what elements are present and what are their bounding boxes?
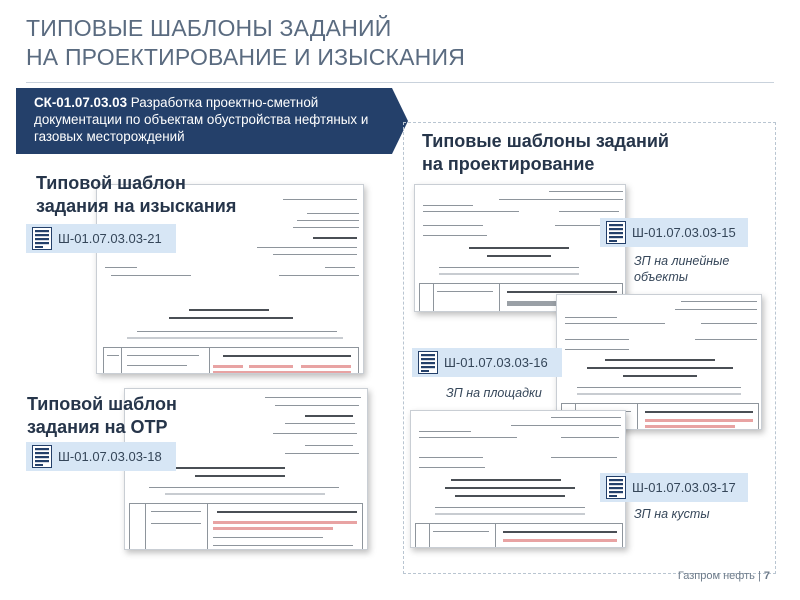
design-title-line2: на проектирование — [422, 154, 595, 174]
document-icon — [32, 227, 52, 250]
title-divider — [26, 82, 774, 83]
document-icon — [32, 445, 52, 468]
linear-objects-note — [634, 253, 764, 285]
pads-badge[interactable] — [412, 348, 562, 377]
page-title-line1: ТИПОВЫЕ ШАБЛОНЫ ЗАДАНИЙ — [26, 15, 392, 41]
linear-objects-note-line1: ЗП на линейные — [634, 254, 730, 268]
linear-objects-template-document[interactable] — [414, 184, 626, 312]
survey-title-line2: задания на изыскания — [36, 196, 237, 216]
document-icon — [606, 476, 626, 499]
clusters-template-document[interactable] — [410, 410, 626, 548]
standard-description: Разработка проектно-сметной документации по объектам обустройства нефтяных и газовых месторождений — [34, 95, 369, 144]
footer — [678, 570, 770, 582]
otr-title-line1: Типовой шаблон — [27, 394, 177, 414]
page-title-line2: НА ПРОЕКТИРОВАНИЕ И ИЗЫСКАНИЯ — [26, 44, 466, 70]
design-section-title — [422, 130, 742, 176]
document-icon — [606, 221, 626, 244]
survey-title-line1: Типовой шаблон — [36, 173, 186, 193]
page-title — [26, 14, 586, 72]
otr-template-badge[interactable] — [26, 442, 176, 471]
otr-title-line2: задания на ОТР — [27, 417, 168, 437]
survey-template-badge[interactable] — [26, 224, 176, 253]
otr-section-title — [27, 393, 227, 439]
footer-company: Газпром нефть — [677, 570, 755, 582]
clusters-code: Ш-01.07.03.03-17 — [632, 480, 736, 495]
footer-separator: | — [757, 570, 761, 582]
linear-objects-note-line2: объекты — [634, 270, 688, 284]
survey-section-title — [36, 172, 296, 218]
design-title-line1: Типовые шаблоны заданий — [422, 131, 669, 151]
standard-banner — [16, 88, 392, 154]
standard-code: СК-01.07.03.03 — [34, 95, 128, 110]
clusters-badge[interactable] — [600, 473, 748, 502]
otr-template-code: Ш-01.07.03.03-18 — [58, 449, 162, 464]
pads-code: Ш-01.07.03.03-16 — [444, 355, 548, 370]
clusters-note-line1: ЗП на кусты — [634, 507, 710, 521]
clusters-note — [634, 506, 754, 522]
linear-objects-badge[interactable] — [600, 218, 748, 247]
pads-note-line1: ЗП на площадки — [446, 386, 542, 400]
pads-note — [446, 385, 566, 401]
page-number: 7 — [763, 570, 770, 582]
survey-template-code: Ш-01.07.03.03-21 — [58, 231, 162, 246]
document-icon — [418, 351, 438, 374]
linear-objects-code: Ш-01.07.03.03-15 — [632, 225, 736, 240]
